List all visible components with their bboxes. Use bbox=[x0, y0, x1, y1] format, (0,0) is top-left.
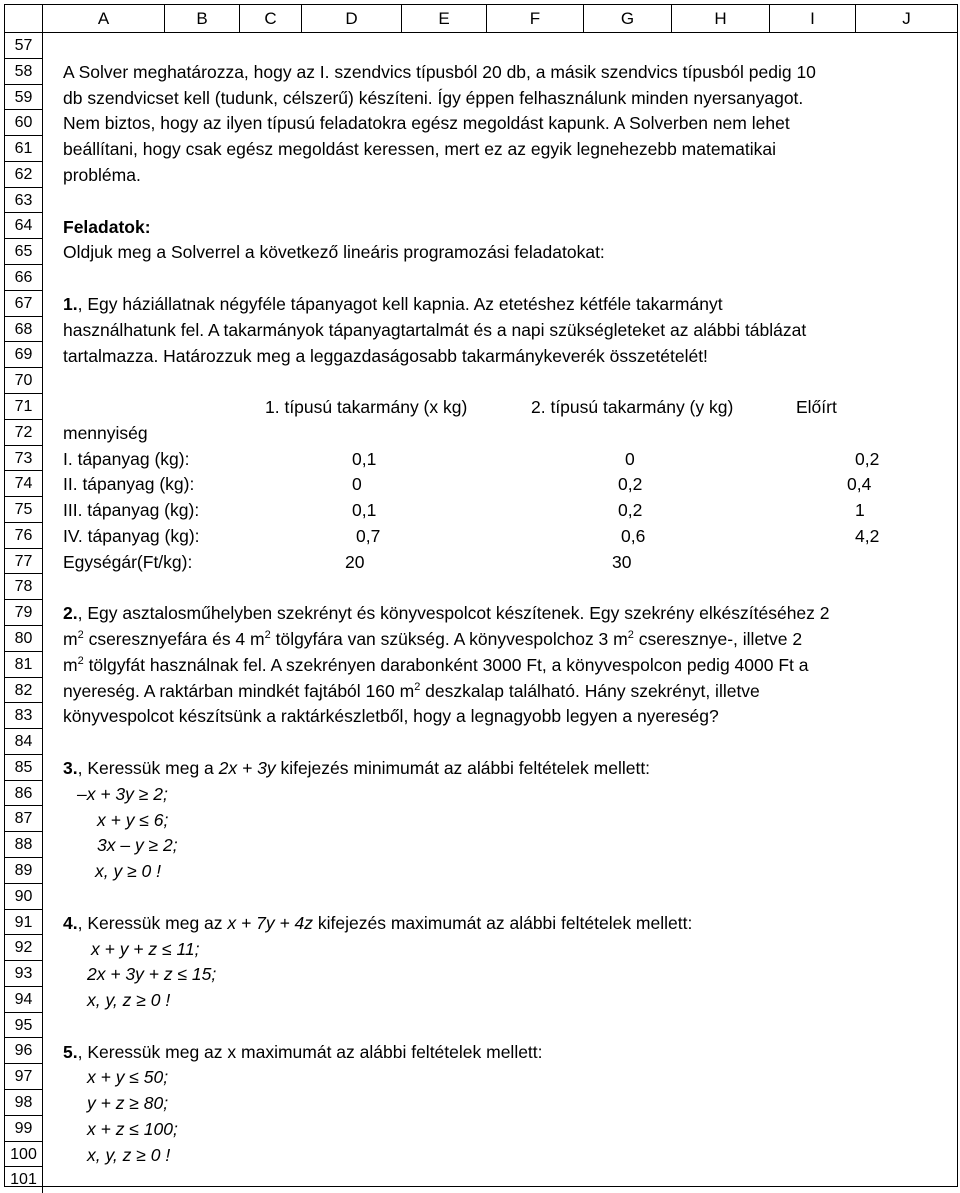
row-header-65[interactable]: 65 bbox=[5, 239, 42, 265]
task2-line-5: könyvespolcot készítsünk a raktárkészletből, hogy a legnagyobb legyen a nyereség? bbox=[63, 706, 719, 727]
row-header-98[interactable]: 98 bbox=[5, 1090, 42, 1116]
intro-line-4: beállítani, hogy csak egész megoldást keressen, mert ez az egyik legnehezebb matematikai bbox=[63, 139, 777, 160]
task2-number: 2. bbox=[63, 603, 78, 624]
table-cell-x: 20 bbox=[345, 551, 365, 572]
table-row bbox=[63, 549, 953, 575]
table-cell-x: 0,7 bbox=[356, 525, 381, 546]
superscript: 2 bbox=[77, 654, 84, 667]
superscript: 2 bbox=[627, 629, 634, 642]
table-cell-required: 4,2 bbox=[855, 525, 880, 546]
row-header-66[interactable]: 66 bbox=[5, 265, 42, 291]
row-header-71[interactable]: 71 bbox=[5, 394, 42, 420]
table-row-label: II. tápanyag (kg): bbox=[63, 474, 195, 495]
task3-constraint bbox=[97, 832, 178, 858]
task2-text: deszkalap található. Hány szekrényt, illetve bbox=[420, 680, 760, 701]
task5-constraint bbox=[87, 1064, 168, 1090]
table-row-label: III. tápanyag (kg): bbox=[63, 500, 200, 521]
row-header-78[interactable]: 78 bbox=[5, 574, 42, 600]
table-cell-y: 0,2 bbox=[618, 500, 643, 521]
task1-text-1: , Egy háziállatnak négyféle tápanyagot kell kapnia. Az etetéshez kétféle takarmányt bbox=[77, 294, 723, 314]
table-header-required-2: mennyiség bbox=[63, 422, 148, 443]
table-cell-required: 0,2 bbox=[855, 448, 880, 469]
table-row-label: IV. tápanyag (kg): bbox=[63, 525, 200, 546]
constraint-text: –x + 3y ≥ 2; bbox=[77, 783, 168, 804]
task3-expression: 2x + 3y bbox=[218, 758, 276, 778]
table-row bbox=[63, 471, 953, 497]
row-header-70[interactable]: 70 bbox=[5, 368, 42, 394]
table-cell-y: 30 bbox=[612, 551, 632, 572]
table-row bbox=[63, 497, 953, 523]
table-header-required: Előírt bbox=[796, 397, 837, 417]
row-header-73[interactable]: 73 bbox=[5, 446, 42, 472]
task1-number: 1. bbox=[63, 294, 78, 314]
task5-constraint bbox=[87, 1090, 168, 1116]
task3-constraint bbox=[97, 807, 168, 833]
task2-text: tölgyfát használnak fel. A szekrényen darabonként 3000 Ft, a könyvespolcon pedig 4000 Ft a bbox=[83, 654, 809, 675]
constraint-text: 2x + 3y + z ≤ 15; bbox=[87, 964, 217, 985]
table-cell-y: 0,2 bbox=[618, 474, 643, 495]
constraint-text: y + z ≥ 80; bbox=[87, 1093, 169, 1114]
task1-line-2: használhatunk fel. A takarmányok tápanyagtartalmát és a napi szükségleteket az alábbi táblázat bbox=[63, 319, 807, 340]
row-header-95[interactable]: 95 bbox=[5, 1013, 42, 1039]
task3-text: kifejezés minimumát az alábbi feltételek mellett: bbox=[275, 758, 651, 778]
row-header-80[interactable]: 80 bbox=[5, 626, 42, 652]
task4-constraint bbox=[87, 987, 170, 1013]
row-header-88[interactable]: 88 bbox=[5, 832, 42, 858]
row-header-96[interactable]: 96 bbox=[5, 1038, 42, 1064]
row-header-79[interactable]: 79 bbox=[5, 600, 42, 626]
row-header-61[interactable]: 61 bbox=[5, 136, 42, 162]
task2-line-4 bbox=[63, 678, 760, 704]
intro-line-5: probléma. bbox=[63, 165, 141, 185]
table-cell-x: 0,1 bbox=[352, 448, 377, 469]
table-cell-x: 0 bbox=[352, 474, 362, 495]
task1-line-1 bbox=[63, 291, 723, 317]
task4-constraint bbox=[91, 936, 200, 962]
task2-line-1 bbox=[63, 600, 830, 626]
superscript: 2 bbox=[414, 680, 421, 693]
task2-text: nyereség. A raktárban mindkét fajtából 160 m bbox=[63, 680, 415, 701]
tasks-heading-text: Feladatok: bbox=[63, 216, 151, 237]
row-header-63[interactable]: 63 bbox=[5, 188, 42, 214]
row-header-69[interactable]: 69 bbox=[5, 342, 42, 368]
task5-line bbox=[63, 1039, 543, 1065]
task3-constraint bbox=[77, 781, 168, 807]
task4-constraint bbox=[87, 961, 216, 987]
table-cell-y: 0,6 bbox=[621, 525, 646, 546]
row-header-83[interactable]: 83 bbox=[5, 703, 42, 729]
table-cell-y: 0 bbox=[625, 448, 635, 469]
task4-number: 4. bbox=[63, 912, 78, 933]
task2-text-1: , Egy asztalosműhelyben szekrényt és könyvespolcot készítenek. Egy szekrény elkészítéséhez 2 bbox=[77, 603, 830, 624]
superscript: 2 bbox=[264, 629, 271, 642]
row-header-67[interactable]: 67 bbox=[5, 291, 42, 317]
constraint-text: x + z ≤ 100; bbox=[87, 1119, 178, 1139]
row-header-90[interactable]: 90 bbox=[5, 884, 42, 910]
row-header-77[interactable]: 77 bbox=[5, 549, 42, 575]
column-header-c[interactable]: C bbox=[240, 5, 302, 32]
task5-number: 5. bbox=[63, 1041, 78, 1062]
table-cell-required: 0,4 bbox=[847, 474, 872, 495]
row-header-91[interactable]: 91 bbox=[5, 910, 42, 936]
column-header-j[interactable]: J bbox=[902, 9, 911, 28]
constraint-text: x, y, z ≥ 0 ! bbox=[87, 1144, 171, 1165]
row-header-99[interactable]: 99 bbox=[5, 1116, 42, 1142]
select-all-corner[interactable] bbox=[5, 5, 43, 32]
row-header-86[interactable]: 86 bbox=[5, 781, 42, 807]
task2-line-2 bbox=[63, 626, 802, 652]
column-header-g[interactable]: G bbox=[584, 5, 672, 32]
row-header-75[interactable]: 75 bbox=[5, 497, 42, 523]
table-header-feed-1: 1. típusú takarmány (x kg) bbox=[265, 397, 468, 417]
table-row-label: I. tápanyag (kg): bbox=[63, 448, 190, 469]
table-cell-x: 0,1 bbox=[352, 500, 377, 521]
spreadsheet bbox=[4, 4, 958, 1187]
column-header-e[interactable]: E bbox=[402, 5, 487, 32]
task5-constraint bbox=[87, 1116, 178, 1142]
column-header-i[interactable]: I bbox=[770, 5, 856, 32]
row-header-59[interactable]: 59 bbox=[5, 85, 42, 111]
tasks-intro: Oldjuk meg a Solverrel a következő lineáris programozási feladatokat: bbox=[63, 242, 605, 263]
row-header-bar bbox=[5, 33, 43, 1193]
task3-text: , Keressük meg a bbox=[77, 758, 219, 778]
superscript: 2 bbox=[77, 629, 84, 642]
task3-line bbox=[63, 755, 650, 781]
task2-text: tölgyfára van szükség. A könyvespolchoz 3 m bbox=[270, 629, 628, 649]
task4-expression: x + 7y + 4z bbox=[227, 912, 314, 933]
row-header-93[interactable]: 93 bbox=[5, 961, 42, 987]
task2-text: cseresznye-, illetve 2 bbox=[633, 629, 803, 649]
task3-constraint bbox=[95, 858, 161, 884]
column-header-b[interactable]: B bbox=[165, 5, 240, 32]
task2-text: m bbox=[63, 654, 78, 675]
task2-text: m bbox=[63, 629, 78, 649]
constraint-text: x + y ≤ 50; bbox=[87, 1067, 169, 1088]
row-header-84[interactable]: 84 bbox=[5, 729, 42, 755]
table-row bbox=[63, 523, 953, 549]
row-header-94[interactable]: 94 bbox=[5, 987, 42, 1013]
task3-number: 3. bbox=[63, 758, 78, 778]
row-header-60[interactable]: 60 bbox=[5, 110, 42, 136]
constraint-text: 3x – y ≥ 2; bbox=[97, 835, 178, 856]
constraint-text: x + y ≤ 6; bbox=[97, 809, 169, 830]
row-header-81[interactable]: 81 bbox=[5, 652, 42, 678]
row-header-100[interactable]: 100 bbox=[5, 1142, 42, 1168]
row-header-72[interactable]: 72 bbox=[5, 420, 42, 446]
row-header-58[interactable]: 58 bbox=[5, 59, 42, 85]
task5-constraint bbox=[87, 1142, 170, 1168]
column-header-d[interactable]: D bbox=[302, 5, 402, 32]
row-header-68[interactable]: 68 bbox=[5, 317, 42, 343]
task5-text: , Keressük meg az x maximumát az alábbi feltételek mellett: bbox=[77, 1041, 543, 1062]
row-header-74[interactable]: 74 bbox=[5, 471, 42, 497]
row-header-87[interactable]: 87 bbox=[5, 806, 42, 832]
row-header-82[interactable]: 82 bbox=[5, 678, 42, 704]
task4-text: , Keressük meg az bbox=[77, 912, 228, 933]
task4-line bbox=[63, 910, 692, 936]
row-header-57[interactable]: 57 bbox=[5, 33, 42, 59]
constraint-text: x, y ≥ 0 ! bbox=[95, 861, 162, 882]
intro-line-2: db szendvicset kell (tudunk, célszerű) készíteni. Így éppen felhasználunk minden nyersanyagot. bbox=[63, 87, 804, 108]
row-header-92[interactable]: 92 bbox=[5, 935, 42, 961]
row-header-85[interactable]: 85 bbox=[5, 755, 42, 781]
constraint-text: x, y, z ≥ 0 ! bbox=[87, 990, 171, 1011]
task2-line-3 bbox=[63, 652, 808, 678]
table-cell-required: 1 bbox=[855, 500, 865, 521]
row-header-62[interactable]: 62 bbox=[5, 162, 42, 188]
table-row bbox=[63, 446, 953, 472]
row-header-89[interactable]: 89 bbox=[5, 858, 42, 884]
row-header-101[interactable]: 101 bbox=[10, 1171, 37, 1189]
column-header-bar bbox=[5, 5, 957, 33]
row-header-97[interactable]: 97 bbox=[5, 1064, 42, 1090]
table-row-label: Egységár(Ft/kg): bbox=[63, 551, 193, 572]
constraint-text: x + y + z ≤ 11; bbox=[91, 938, 200, 959]
column-header-h[interactable]: H bbox=[672, 5, 770, 32]
intro-line-3: Nem biztos, hogy az ilyen típusú feladatokra egész megoldást kapunk. A Solverben nem lehet bbox=[63, 113, 790, 134]
tasks-heading bbox=[63, 214, 151, 240]
intro-line-1: A Solver meghatározza, hogy az I. szendvics típusból 20 db, a másik szendvics típusból pedig 10 bbox=[63, 62, 816, 82]
table-header-feed-2: 2. típusú takarmány (y kg) bbox=[531, 397, 734, 417]
column-header-a[interactable]: A bbox=[43, 5, 165, 32]
task2-text: cseresznyefára és 4 m bbox=[83, 629, 265, 649]
row-header-76[interactable]: 76 bbox=[5, 523, 42, 549]
task1-table-header bbox=[63, 394, 953, 420]
row-header-64[interactable]: 64 bbox=[5, 213, 42, 239]
task4-text: kifejezés maximumát az alábbi feltételek mellett: bbox=[313, 912, 693, 933]
column-header-f[interactable]: F bbox=[487, 5, 584, 32]
task1-line-3: tartalmazza. Határozzuk meg a leggazdaságosabb takarmánykeverék összetételét! bbox=[63, 345, 708, 366]
